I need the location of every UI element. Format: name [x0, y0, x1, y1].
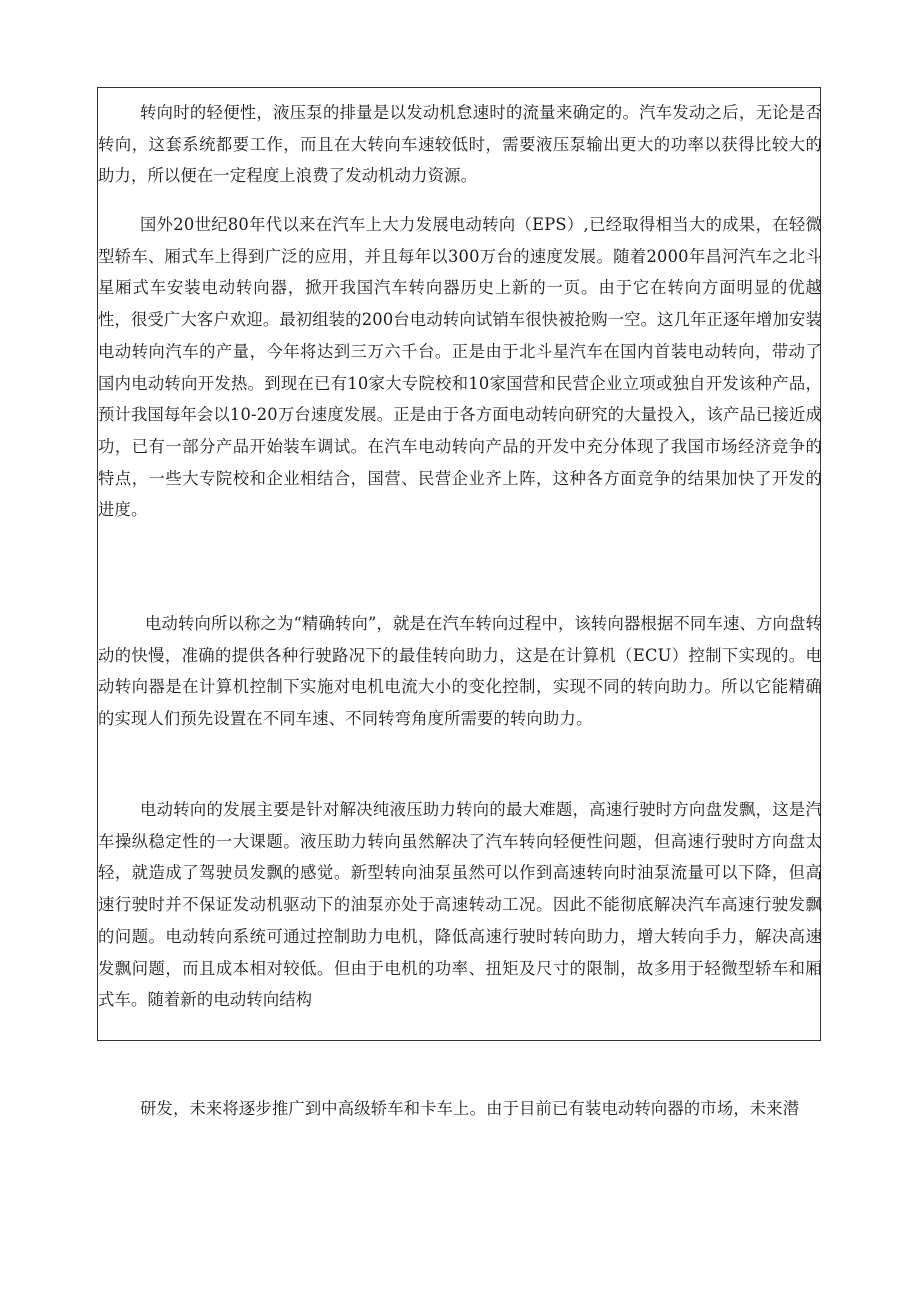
paragraph-future-market: 研发，未来将逐步推广到中高级轿车和卡车上。由于目前已有装电动转向器的市场，未来潜 — [140, 1099, 800, 1118]
paragraph-precise-steering: 电动转向所以称之为“精确转向”，就是在汽车转向过程中，该转向器根据不同车速、方向盘转动的快慢，准确的提供各种行驶路况下的最佳转向助力，这是在计算机（ECU）控制下实现的。电动转向器是在计算机控制下实施对电机电流大小的变化控制，实现不同的转向助力。所以它能精确的实现人们预先设置在不同车速、不同转弯角度所需要的转向助力。 — [98, 614, 822, 729]
paragraph-eps-development: 国外20世纪80年代以来在汽车上大力发展电动转向（EPS）,已经取得相当大的成果，在轻微型轿车、厢式车上得到广泛的应用，并且每年以300万台的速度发展。随着2000年昌河汽车之北斗星厢式车安装电动转向器，掀开我国汽车转向器历史上新的一页。由于它在转向方面明显的优越性，很受广大客户欢迎。最初组装的200台电动转向试销车很快被抢购一空。这几年正逐年增加安装电动转向汽车的产量，今年将达到三万六千台。正是由于北斗星汽车在国内首装电动转向，带动了国内电动转向开发热。到现在已有10家大专院校和10家国营和民营企业立项或独自开发该种产品，预计我国每年会以10-20万台速度发展。正是由于各方面电动转向研究的大量投入，该产品已接近成功，已有一部分产品开始装车调试。在汽车电动转向产品的开发中充分体现了我国市场经济竞争的特点，一些大专院校和企业相结合，国营、民营企业齐上阵，这种各方面竞争的结果加快了开发的进度。 — [98, 215, 822, 520]
paragraph-high-speed-issue: 电动转向的发展主要是针对解决纯液压助力转向的最大难题，高速行驶时方向盘发飘，这是汽车操纵稳定性的一大课题。液压助力转向虽然解决了汽车转向轻便性问题，但高速行驶时方向盘太轻，就造成了驾驶员发飘的感觉。新型转向油泵虽然可以作到高速转向时油泵流量可以下降，但高速行驶时并不保证发动机驱动下的油泵亦处于高速转动工况。因此不能彻底解决汽车高速行驶发飘的问题。电动转向系统可通过控制助力电机，降低高速行驶时转向助力，增大转向手力，解决高速发飘问题，而且成本相对较低。但由于电机的功率、扭矩及尺寸的限制，故多用于轻微型轿车和厢式车。随着新的电动转向结构 — [98, 800, 822, 1010]
paragraph-power-steering-drawback: 转向时的轻便性，液压泵的排量是以发动机怠速时的流量来确定的。汽车发动之后，无论是否转向，这套系统都要工作，而且在大转向车速较低时，需要液压泵输出更大的功率以获得比较大的助力，所以便在一定程度上浪费了发动机动力资源。 — [98, 103, 822, 186]
